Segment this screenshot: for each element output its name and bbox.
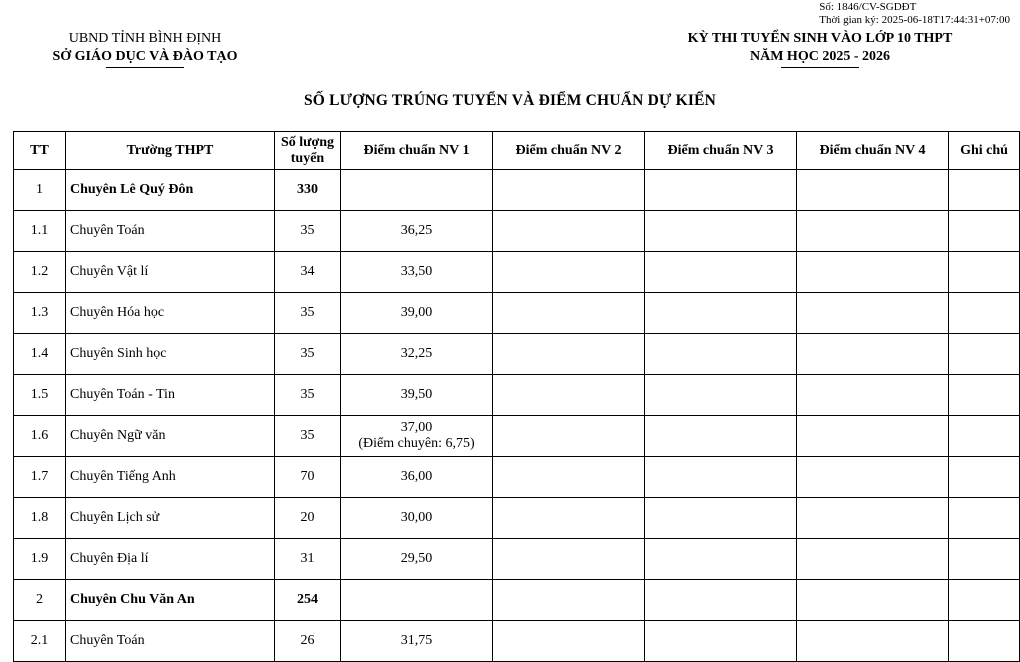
cell-nv4 — [797, 457, 949, 498]
cell-tt: 1.4 — [14, 334, 66, 375]
table-row — [14, 621, 1020, 662]
cell-tt: 1.7 — [14, 457, 66, 498]
cell-school: Chuyên Lịch sử — [66, 498, 275, 539]
cell-quota: 330 — [275, 170, 341, 211]
cell-school: Chuyên Sinh học — [66, 334, 275, 375]
cell-nv4 — [797, 211, 949, 252]
cell-nv1 — [341, 580, 493, 621]
admission-table — [13, 131, 1020, 662]
cell-nv2 — [493, 375, 645, 416]
table-header-row — [14, 132, 1020, 170]
col-header-nv2: Điểm chuẩn NV 2 — [493, 132, 645, 170]
table-row — [14, 211, 1020, 252]
col-header-school: Trường THPT — [66, 132, 275, 170]
cell-nv2 — [493, 498, 645, 539]
cell-notes — [949, 539, 1020, 580]
cell-nv4 — [797, 293, 949, 334]
cell-nv1: 33,50 — [341, 252, 493, 293]
cell-nv3 — [645, 211, 797, 252]
cell-nv1 — [341, 416, 493, 457]
cell-notes — [949, 293, 1020, 334]
cell-nv2 — [493, 416, 645, 457]
cell-nv3 — [645, 375, 797, 416]
table-row — [14, 580, 1020, 621]
cell-notes — [949, 416, 1020, 457]
issuer-org: UBND TỈNH BÌNH ĐỊNH — [68, 31, 222, 46]
cell-notes — [949, 170, 1020, 211]
cell-nv4 — [797, 416, 949, 457]
signing-time: Thời gian ký: 2025-06-18T17:44:31+07:00 — [819, 14, 1010, 26]
cell-notes — [949, 375, 1020, 416]
cell-tt: 1.2 — [14, 252, 66, 293]
cell-tt: 1.5 — [14, 375, 66, 416]
table-row — [14, 293, 1020, 334]
cell-nv4 — [797, 375, 949, 416]
cell-nv2 — [493, 539, 645, 580]
header-divider — [106, 67, 184, 68]
cell-tt: 1.9 — [14, 539, 66, 580]
cell-notes — [949, 580, 1020, 621]
page-title: SỐ LƯỢNG TRÚNG TUYỂN VÀ ĐIỂM CHUẨN DỰ KIẾN — [303, 92, 716, 109]
cell-nv3 — [645, 293, 797, 334]
cell-nv1: 31,75 — [341, 621, 493, 662]
cell-nv1: 30,00 — [341, 498, 493, 539]
cell-tt: 1.8 — [14, 498, 66, 539]
cell-nv4 — [797, 170, 949, 211]
cell-quota: 254 — [275, 580, 341, 621]
cell-school: Chuyên Toán - Tin — [66, 375, 275, 416]
cell-quota: 35 — [275, 375, 341, 416]
cell-nv1: 39,00 — [341, 293, 493, 334]
cell-school: Chuyên Vật lí — [66, 252, 275, 293]
cell-nv2 — [493, 252, 645, 293]
issuer-dept: SỞ GIÁO DỤC VÀ ĐÀO TẠO — [52, 49, 238, 64]
cell-tt: 1.1 — [14, 211, 66, 252]
col-header-nv3: Điểm chuẩn NV 3 — [645, 132, 797, 170]
cell-tt: 2.1 — [14, 621, 66, 662]
issuer-header — [40, 30, 250, 68]
cell-nv3 — [645, 580, 797, 621]
cell-quota: 20 — [275, 498, 341, 539]
table-row — [14, 539, 1020, 580]
signature-meta — [819, 1, 1010, 27]
cell-nv2 — [493, 621, 645, 662]
cell-nv2 — [493, 457, 645, 498]
cell-nv1: 39,50 — [341, 375, 493, 416]
col-header-tt: TT — [14, 132, 66, 170]
cell-nv1: 36,25 — [341, 211, 493, 252]
cell-nv4 — [797, 539, 949, 580]
cell-quota: 35 — [275, 211, 341, 252]
col-header-nv1: Điểm chuẩn NV 1 — [341, 132, 493, 170]
cell-nv1: 32,25 — [341, 334, 493, 375]
table-row — [14, 457, 1020, 498]
cell-school: Chuyên Lê Quý Đôn — [66, 170, 275, 211]
cell-school: Chuyên Tiếng Anh — [66, 457, 275, 498]
cell-school: Chuyên Toán — [66, 211, 275, 252]
cell-nv2 — [493, 170, 645, 211]
cell-nv4 — [797, 498, 949, 539]
cell-nv1-note: (Điểm chuyên: 6,75) — [358, 436, 475, 451]
cell-nv3 — [645, 539, 797, 580]
cell-notes — [949, 457, 1020, 498]
cell-quota: 31 — [275, 539, 341, 580]
cell-school: Chuyên Toán — [66, 621, 275, 662]
col-header-quota — [275, 132, 341, 170]
cell-quota: 26 — [275, 621, 341, 662]
exam-header-divider — [781, 67, 859, 68]
cell-quota: 34 — [275, 252, 341, 293]
cell-nv1-score: 37,00 — [400, 420, 433, 435]
cell-nv2 — [493, 293, 645, 334]
cell-quota: 35 — [275, 334, 341, 375]
cell-notes — [949, 498, 1020, 539]
cell-school: Chuyên Ngữ văn — [66, 416, 275, 457]
cell-nv3 — [645, 252, 797, 293]
cell-nv3 — [645, 621, 797, 662]
cell-nv3 — [645, 334, 797, 375]
cell-nv1: 29,50 — [341, 539, 493, 580]
col-header-notes: Ghi chú — [949, 132, 1020, 170]
col-header-quota-line2: tuyển — [290, 150, 325, 166]
cell-nv4 — [797, 252, 949, 293]
cell-nv3 — [645, 416, 797, 457]
cell-nv4 — [797, 580, 949, 621]
cell-nv3 — [645, 498, 797, 539]
col-header-quota-line1: Số lượng — [280, 134, 335, 150]
cell-nv2 — [493, 211, 645, 252]
cell-notes — [949, 252, 1020, 293]
cell-nv1 — [341, 170, 493, 211]
table-row — [14, 170, 1020, 211]
table-row — [14, 252, 1020, 293]
document-number: Số: 1846/CV-SGDĐT — [819, 1, 917, 13]
cell-school: Chuyên Chu Văn An — [66, 580, 275, 621]
cell-nv3 — [645, 170, 797, 211]
school-year: NĂM HỌC 2025 - 2026 — [750, 49, 890, 64]
cell-nv2 — [493, 334, 645, 375]
table-row — [14, 498, 1020, 539]
col-header-nv4: Điểm chuẩn NV 4 — [797, 132, 949, 170]
table-row — [14, 375, 1020, 416]
cell-school: Chuyên Địa lí — [66, 539, 275, 580]
cell-notes — [949, 334, 1020, 375]
cell-nv1: 36,00 — [341, 457, 493, 498]
cell-quota: 35 — [275, 293, 341, 334]
cell-tt: 1.3 — [14, 293, 66, 334]
cell-quota: 35 — [275, 416, 341, 457]
cell-tt: 2 — [14, 580, 66, 621]
cell-tt: 1 — [14, 170, 66, 211]
table-row — [14, 416, 1020, 457]
cell-school: Chuyên Hóa học — [66, 293, 275, 334]
table-row — [14, 334, 1020, 375]
cell-tt: 1.6 — [14, 416, 66, 457]
cell-quota: 70 — [275, 457, 341, 498]
cell-nv4 — [797, 621, 949, 662]
cell-nv3 — [645, 457, 797, 498]
exam-name: KỲ THI TUYỂN SINH VÀO LỚP 10 THPT — [687, 31, 953, 46]
cell-notes — [949, 621, 1020, 662]
cell-nv2 — [493, 580, 645, 621]
exam-header — [640, 30, 1000, 68]
cell-nv4 — [797, 334, 949, 375]
cell-notes — [949, 211, 1020, 252]
